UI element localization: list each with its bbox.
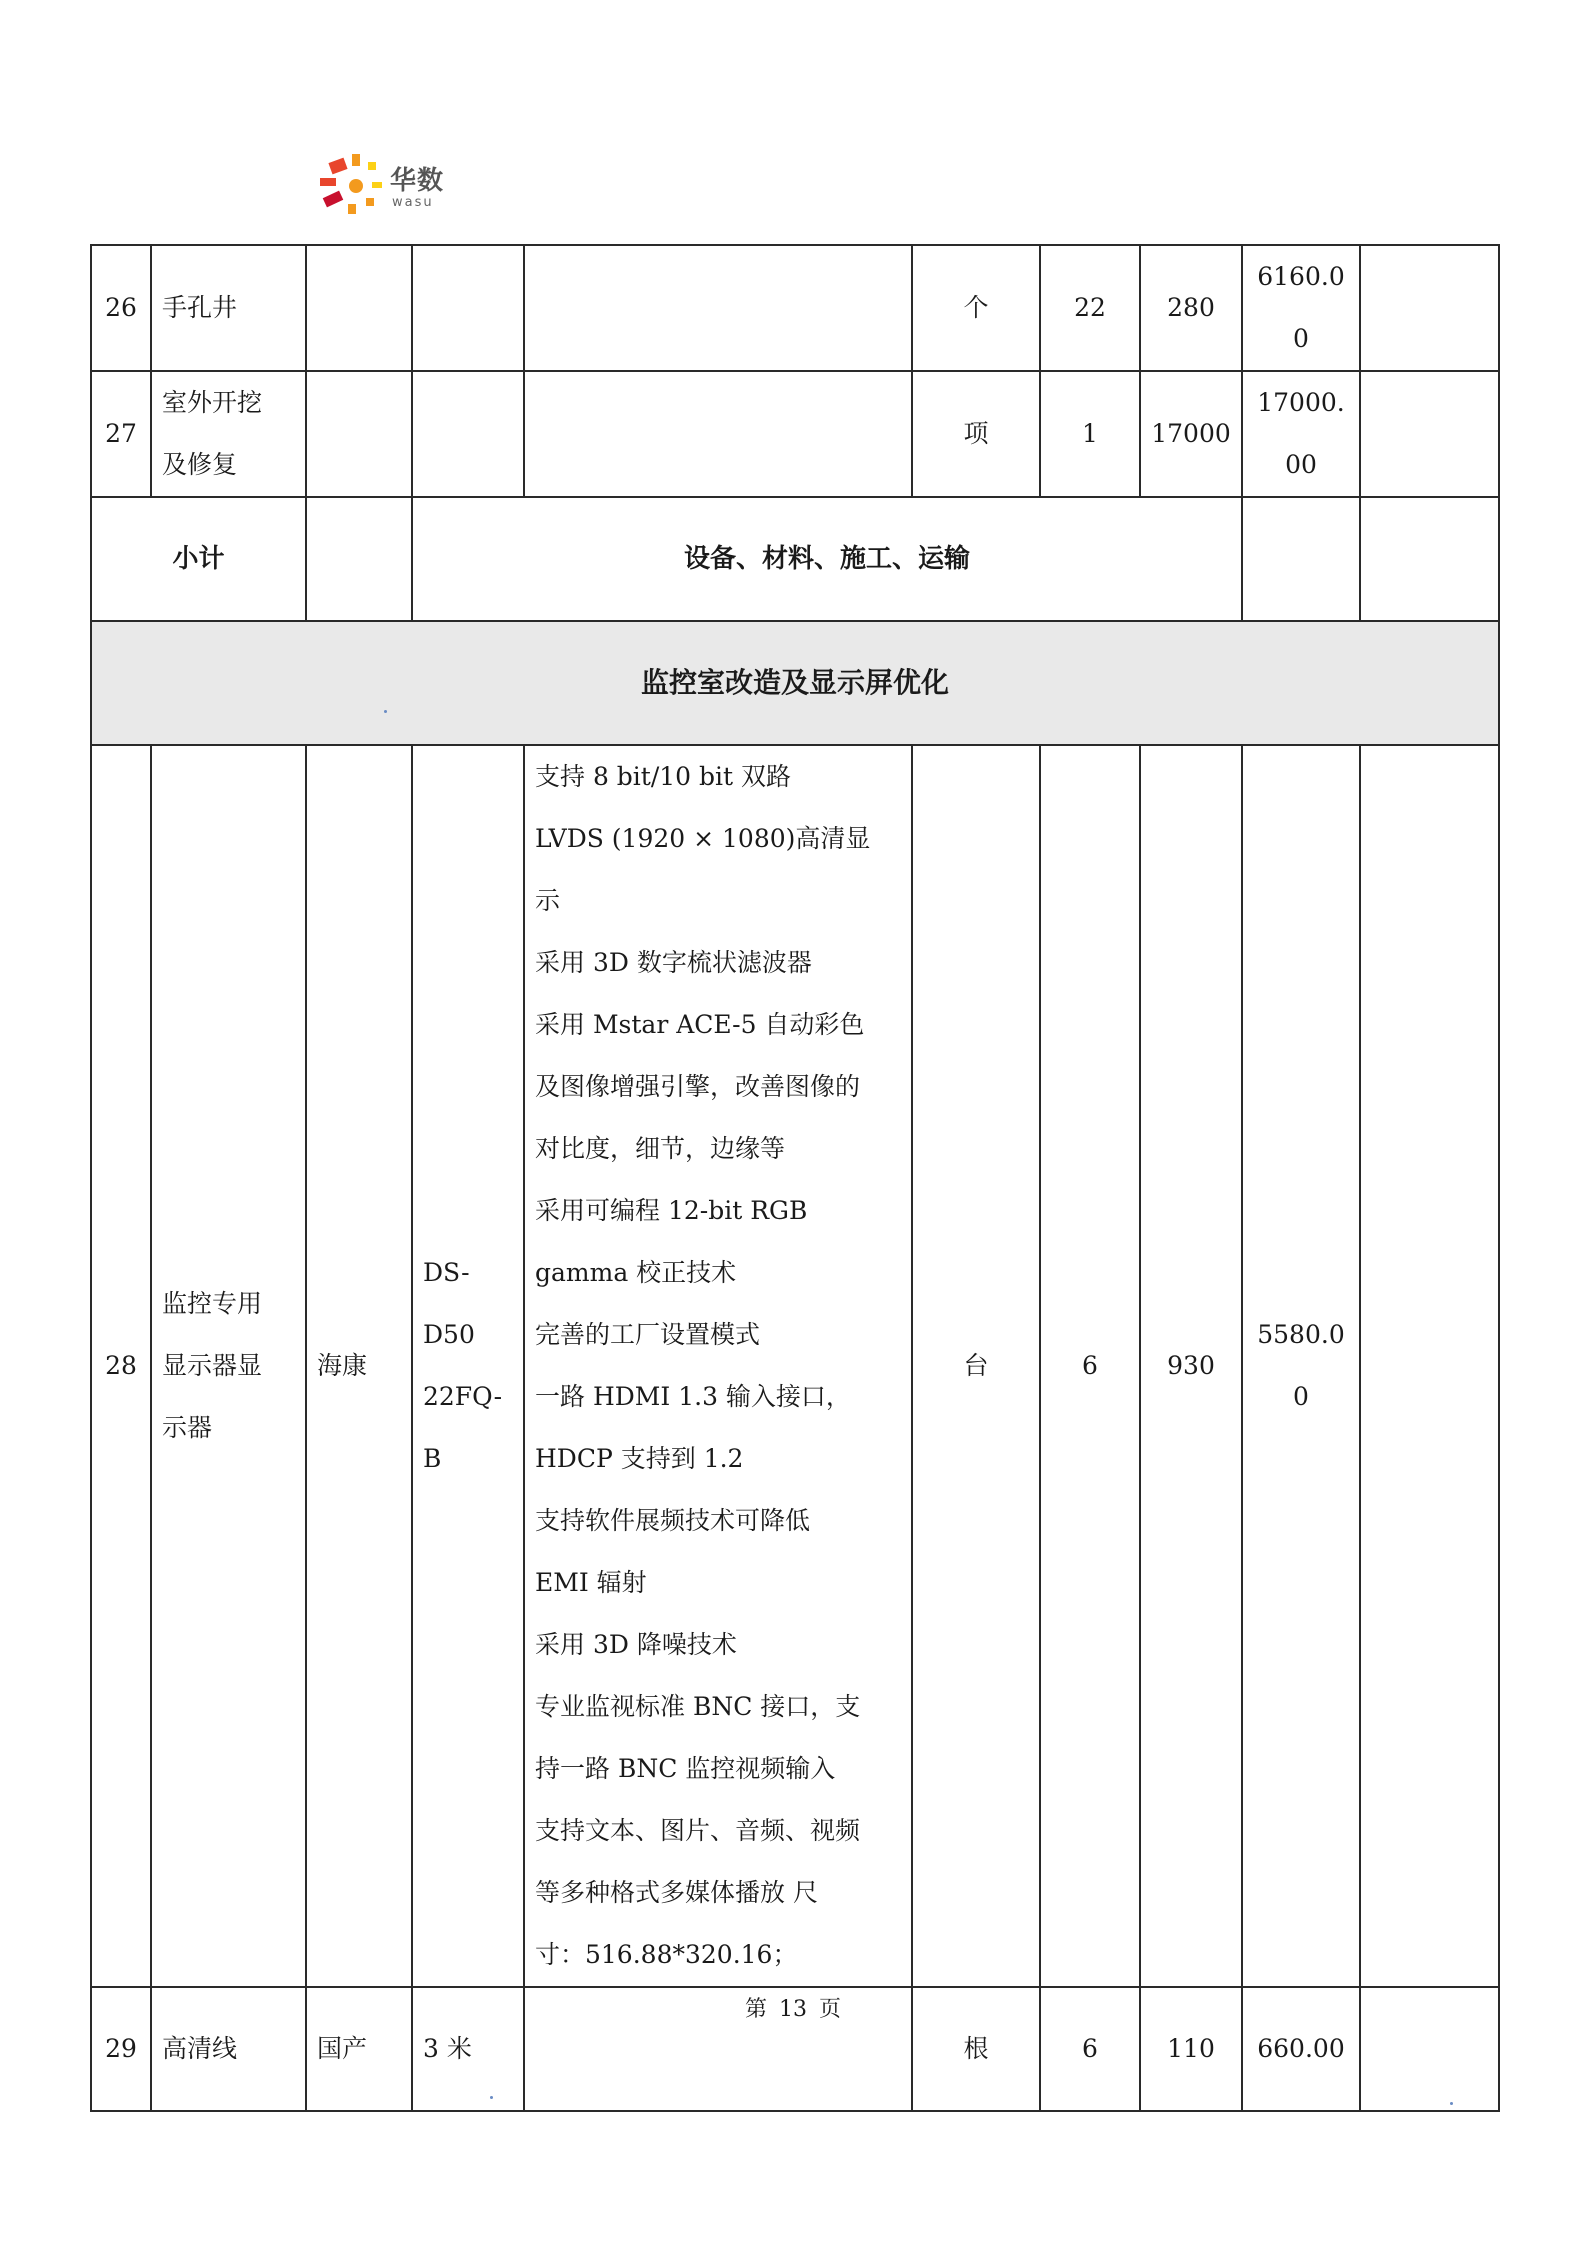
subtotal-label: 小计 [91,497,306,621]
spec-line: EMI 辐射 [535,1568,647,1597]
cell-total [1242,371,1360,497]
cell-name: 高清线 [151,1987,306,2111]
name-line: 示器 [162,1413,213,1442]
quotation-table [90,244,1500,2112]
cell-model [412,245,524,371]
cell-total: 660.00 [1242,1987,1360,2111]
cell-remark [1360,245,1499,371]
cell-brand: 国产 [306,1987,412,2111]
table-row [91,371,1499,497]
spec-line: 支持 8 bit/10 bit 双路 [535,762,792,791]
cell-unit: 根 [912,1987,1040,2111]
cell-price: 930 [1140,745,1242,1987]
spec-line: LVDS (1920 × 1080)高清显 [535,824,871,853]
spec-line: 支持文本、图片、音频、视频 [535,1816,861,1845]
scan-speck [490,2096,493,2099]
wasu-sunburst-icon [318,150,388,222]
spec-line: 完善的工厂设置模式 [535,1320,761,1349]
spec-line: 一路 HDMI 1.3 输入接口， [535,1382,851,1411]
cell-model [412,745,524,1987]
cell-no: 26 [91,245,151,371]
spec-line: 专业监视标准 BNC 接口，支 [535,1692,861,1721]
cell-qty: 6 [1040,745,1140,1987]
table-row [91,745,1499,1987]
total-line: 17000. [1257,388,1345,417]
spec-line: 支持软件展频技术可降低 [535,1506,811,1535]
cell-name: 手孔井 [151,245,306,371]
cell-qty: 1 [1040,371,1140,497]
page-number [0,1992,1586,2023]
total-line: 0 [1293,1382,1309,1411]
section-header-row [91,621,1499,745]
cell-model [412,371,524,497]
model-line: 22FQ-B [423,1382,503,1473]
cell-spec [524,745,912,1987]
spec-line: 示 [535,886,561,915]
cell-unit: 台 [912,745,1040,1987]
scan-speck [1450,2102,1453,2105]
cell-total [1242,245,1360,371]
cell-brand [306,371,412,497]
spec-line: gamma 校正技术 [535,1258,737,1287]
cell-empty [1360,497,1499,621]
page-prefix: 第 [744,1997,767,2022]
cell-price: 17000 [1140,371,1242,497]
cell-empty [1242,497,1360,621]
name-line: 室外开挖 [162,388,263,417]
section-title: 监控室改造及显示屏优化 [91,621,1499,745]
cell-name [151,371,306,497]
cell-remark [1360,371,1499,497]
name-line: 监控专用 [162,1289,263,1318]
total-line: 5580.0 [1257,1320,1345,1349]
cell-price: 280 [1140,245,1242,371]
page-suffix: 页 [819,1997,842,2022]
cell-qty: 22 [1040,245,1140,371]
subtotal-row [91,497,1499,621]
total-line: 0 [1293,324,1309,353]
page-value: 13 [779,1997,807,2022]
spec-line: HDCP 支持到 1.2 [535,1444,744,1473]
total-line: 6160.0 [1257,262,1345,291]
cell-empty [306,497,412,621]
spec-line: 持一路 BNC 监控视频输入 [535,1754,836,1783]
subtotal-desc: 设备、材料、施工、运输 [412,497,1242,621]
total-line: 00 [1285,450,1317,479]
spec-line: 等多种格式多媒体播放 尺 [535,1878,818,1907]
scan-speck [384,710,387,713]
wasu-logo [318,150,468,222]
cell-price: 110 [1140,1987,1242,2111]
spec-line: 采用 3D 降噪技术 [535,1630,737,1659]
cell-unit: 项 [912,371,1040,497]
cell-brand [306,245,412,371]
cell-no: 29 [91,1987,151,2111]
spec-line: 采用 Mstar ACE-5 自动彩色 [535,1010,865,1039]
spec-line: 及图像增强引擎，改善图像的 [535,1072,861,1101]
cell-no: 28 [91,745,151,1987]
cell-spec [524,371,912,497]
cell-remark [1360,745,1499,1987]
cell-spec [524,245,912,371]
name-line: 及修复 [162,450,238,479]
spec-line: 采用可编程 12-bit RGB [535,1196,808,1225]
logo-chinese-text: 华数 [390,166,445,196]
spec-line: 寸：516.88*320.16； [535,1940,798,1969]
spec-line: 对比度，细节，边缘等 [535,1134,786,1163]
name-line: 显示器显 [162,1351,263,1380]
logo-english-text: wasu [392,195,434,210]
table-row [91,245,1499,371]
cell-name [151,745,306,1987]
cell-brand: 海康 [306,745,412,1987]
spec-line: 采用 3D 数字梳状滤波器 [535,948,812,977]
cell-no: 27 [91,371,151,497]
cell-unit: 个 [912,245,1040,371]
model-line: DS-D50 [423,1258,475,1349]
cell-total [1242,745,1360,1987]
cell-model: 3 米 [412,1987,524,2111]
cell-qty: 6 [1040,1987,1140,2111]
